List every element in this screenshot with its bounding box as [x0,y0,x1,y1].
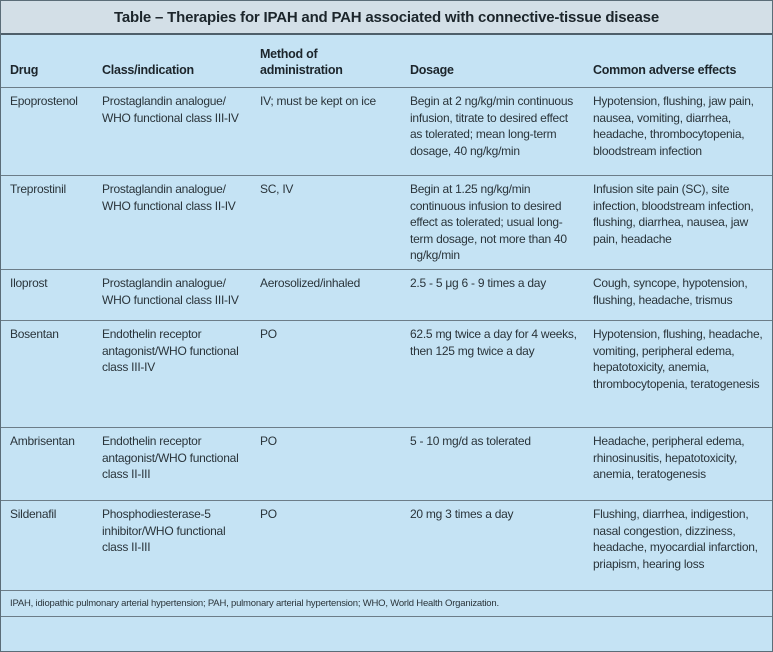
cell-method: PO [251,320,401,427]
cell-method: IV; must be kept on ice [251,88,401,176]
header-dosage: Dosage [401,35,584,88]
cell-method: PO [251,500,401,590]
cell-class: Endothelin receptor antagonist/WHO functional class II-III [93,427,251,500]
header-effects: Common adverse effects [584,35,772,88]
cell-drug: Epoprostenol [1,88,93,176]
cell-method: PO [251,427,401,500]
cell-effects: Hypotension, flushing, headache, vomiting, peripheral edema, hepatotoxicity, anemia, thrombocytopenia, teratogenesis [584,320,772,427]
cell-drug: Ambrisentan [1,427,93,500]
cell-drug: Bosentan [1,320,93,427]
cell-class: Phosphodiesterase-5 inhibitor/WHO functional class II-III [93,500,251,590]
cell-dosage: 62.5 mg twice a day for 4 weeks, then 125 mg twice a day [401,320,584,427]
therapies-table [1,35,772,591]
cell-class: Prostaglandin analogue/ WHO functional class II-IV [93,176,251,270]
cell-method: Aerosolized/inhaled [251,269,401,320]
table-footnote: IPAH, idiopathic pulmonary arterial hypertension; PAH, pulmonary arterial hypertension; WHO, World Health Organization. [1,591,772,617]
table-row [1,176,772,270]
header-drug: Drug [1,35,93,88]
cell-method: SC, IV [251,176,401,270]
cell-effects: Hypotension, flushing, jaw pain, nausea, vomiting, diarrhea, headache, thrombocytopenia, bloodstream infection [584,88,772,176]
table-row [1,500,772,590]
cell-dosage: Begin at 1.25 ng/kg/min continuous infusion to desired effect as tolerated; usual long-term dosage, not more than 40 ng/kg/min [401,176,584,270]
cell-effects: Cough, syncope, hypotension, flushing, headache, trismus [584,269,772,320]
cell-effects: Infusion site pain (SC), site infection, bloodstream infection, flushing, diarrhea, nausea, jaw pain, headache [584,176,772,270]
cell-class: Prostaglandin analogue/ WHO functional class III-IV [93,269,251,320]
cell-dosage: Begin at 2 ng/kg/min continuous infusion, titrate to desired effect as tolerated; mean long-term dosage, 40 ng/kg/min [401,88,584,176]
table-row [1,427,772,500]
table-row [1,269,772,320]
cell-effects: Flushing, diarrhea, indigestion, nasal congestion, dizziness, headache, myocardial infarction, priapism, hearing loss [584,500,772,590]
cell-class: Endothelin receptor antagonist/WHO functional class III-IV [93,320,251,427]
cell-effects: Headache, peripheral edema, rhinosinusitis, hepatotoxicity, anemia, teratogenesis [584,427,772,500]
header-row [1,35,772,88]
cell-drug: Sildenafil [1,500,93,590]
cell-dosage: 5 - 10 mg/d as tolerated [401,427,584,500]
table-row [1,88,772,176]
table-title: Table – Therapies for IPAH and PAH associated with connective-tissue disease [1,1,772,35]
cell-drug: Treprostinil [1,176,93,270]
cell-dosage: 20 mg 3 times a day [401,500,584,590]
cell-dosage: 2.5 - 5 μg 6 - 9 times a day [401,269,584,320]
header-method: Method of administration [251,35,401,88]
cell-drug: Iloprost [1,269,93,320]
cell-class: Prostaglandin analogue/ WHO functional class III-IV [93,88,251,176]
table-row [1,320,772,427]
header-class: Class/indication [93,35,251,88]
